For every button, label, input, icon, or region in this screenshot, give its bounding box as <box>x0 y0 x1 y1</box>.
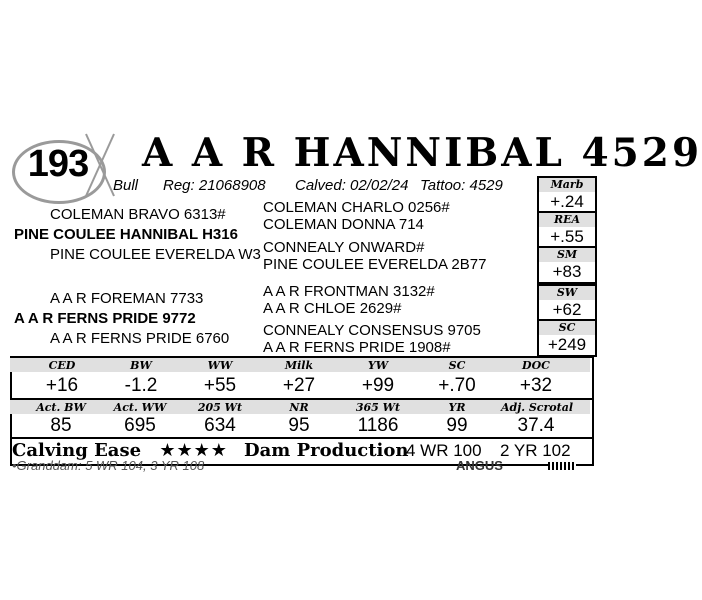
epd-value: +83 <box>552 262 582 281</box>
epd-box-sm <box>537 246 597 284</box>
actual-label-ww: Act. WW <box>113 401 167 414</box>
epd-value-sc: +.70 <box>438 375 476 396</box>
epd-value-ced: +16 <box>45 375 79 396</box>
sire-sire-dam: COLEMAN DONNA 714 <box>263 216 424 233</box>
epd-label-milk: Milk <box>284 359 314 372</box>
actual-label-nr: NR <box>289 401 309 414</box>
footer-strip <box>10 458 594 473</box>
registration-number: Reg: 21068908 <box>163 177 266 194</box>
calving-ease-stars: ★★★★ <box>159 440 228 461</box>
grid-divider <box>10 437 594 439</box>
epd-label: SC <box>539 321 595 335</box>
actual-value-yr: 99 <box>446 415 468 436</box>
sire-sire: COLEMAN BRAVO 6313# <box>50 206 226 223</box>
actual-value-adj-scrotal: 37.4 <box>517 415 555 436</box>
breed-logo: ANGUS <box>456 458 503 473</box>
epd-box-sc <box>537 319 597 357</box>
footer-note: •Granddam: 5 WR 104, 3 YR 108 <box>12 458 205 473</box>
epd-label: SM <box>539 248 595 262</box>
epd-label: SW <box>539 286 595 300</box>
animal-name: A A R HANNIBAL 4529 <box>142 130 702 176</box>
dam-sire: A A R FOREMAN 7733 <box>50 290 204 307</box>
lot-number: 193 <box>27 143 89 185</box>
actual-label-205wt: 205 Wt <box>197 401 243 414</box>
actual-value-205wt: 634 <box>204 415 236 436</box>
dam-dam-sire: CONNEALY CONSENSUS 9705 <box>263 322 481 339</box>
dam-sire-sire: A A R FRONTMAN 3132# <box>263 283 435 300</box>
sire-dam: PINE COULEE EVERELDA W3 <box>50 246 261 263</box>
calving-ease-label: Calving Ease <box>12 440 142 461</box>
sire-dam-dam: PINE COULEE EVERELDA 2B77 <box>263 256 487 273</box>
epd-value: +62 <box>552 300 582 319</box>
qr-code-icon <box>548 462 576 470</box>
epd-value-bw: -1.2 <box>124 375 158 396</box>
calved-date: Calved: 02/02/24 <box>295 177 409 194</box>
actual-value-nr: 95 <box>288 415 310 436</box>
epd-label-ced: CED <box>48 359 76 372</box>
epd-box-marb <box>537 176 597 214</box>
epd-label-yw: YW <box>367 359 389 372</box>
dam: A A R FERNS PRIDE 9772 <box>14 310 196 327</box>
epd-value: +249 <box>547 335 587 354</box>
dam-production-yr: 2 YR 102 <box>500 441 571 460</box>
actual-label-yr: YR <box>448 401 466 414</box>
tattoo: Tattoo: 4529 <box>420 177 503 194</box>
epd-label-doc: DOC <box>522 359 550 372</box>
epd-value: +.55 <box>550 227 584 246</box>
actual-value-365wt: 1186 <box>357 415 399 436</box>
actual-label-bw: Act. BW <box>36 401 86 414</box>
epd-value: +.24 <box>550 192 584 211</box>
sire-dam-sire: CONNEALY ONWARD# <box>263 239 425 256</box>
dam-dam-dam: A A R FERNS PRIDE 1908# <box>263 339 451 356</box>
grid-divider <box>10 398 594 400</box>
dam-production-label: Dam Production <box>244 440 409 461</box>
epd-label-bw: BW <box>130 359 152 372</box>
epd-label-sc: SC <box>448 359 466 372</box>
actual-label-adj-scrotal: Adj. Scrotal <box>500 401 574 414</box>
actual-value-bw: 85 <box>50 415 72 436</box>
epd-label-ww: WW <box>207 359 233 372</box>
epd-value-yw: +99 <box>361 375 395 396</box>
epd-value-ww: +55 <box>203 375 237 396</box>
actual-value-ww: 695 <box>124 415 156 436</box>
actual-label-365wt: 365 Wt <box>355 401 401 414</box>
dam-production-ww: 4 WR 100 <box>406 441 482 460</box>
epd-label: REA <box>539 213 595 227</box>
sire-sire-sire: COLEMAN CHARLO 0256# <box>263 199 450 216</box>
dam-dam: A A R FERNS PRIDE 6760 <box>50 330 230 347</box>
sex: Bull <box>113 177 139 194</box>
epd-value-doc: +32 <box>519 375 553 396</box>
dam-sire-dam: A A R CHLOE 2629# <box>263 300 402 317</box>
epd-label: Marb <box>539 178 595 192</box>
sire: PINE COULEE HANNIBAL H316 <box>14 226 238 243</box>
epd-box-sw <box>537 284 597 322</box>
epd-value-milk: +27 <box>282 375 316 396</box>
epd-box-rea <box>537 211 597 249</box>
